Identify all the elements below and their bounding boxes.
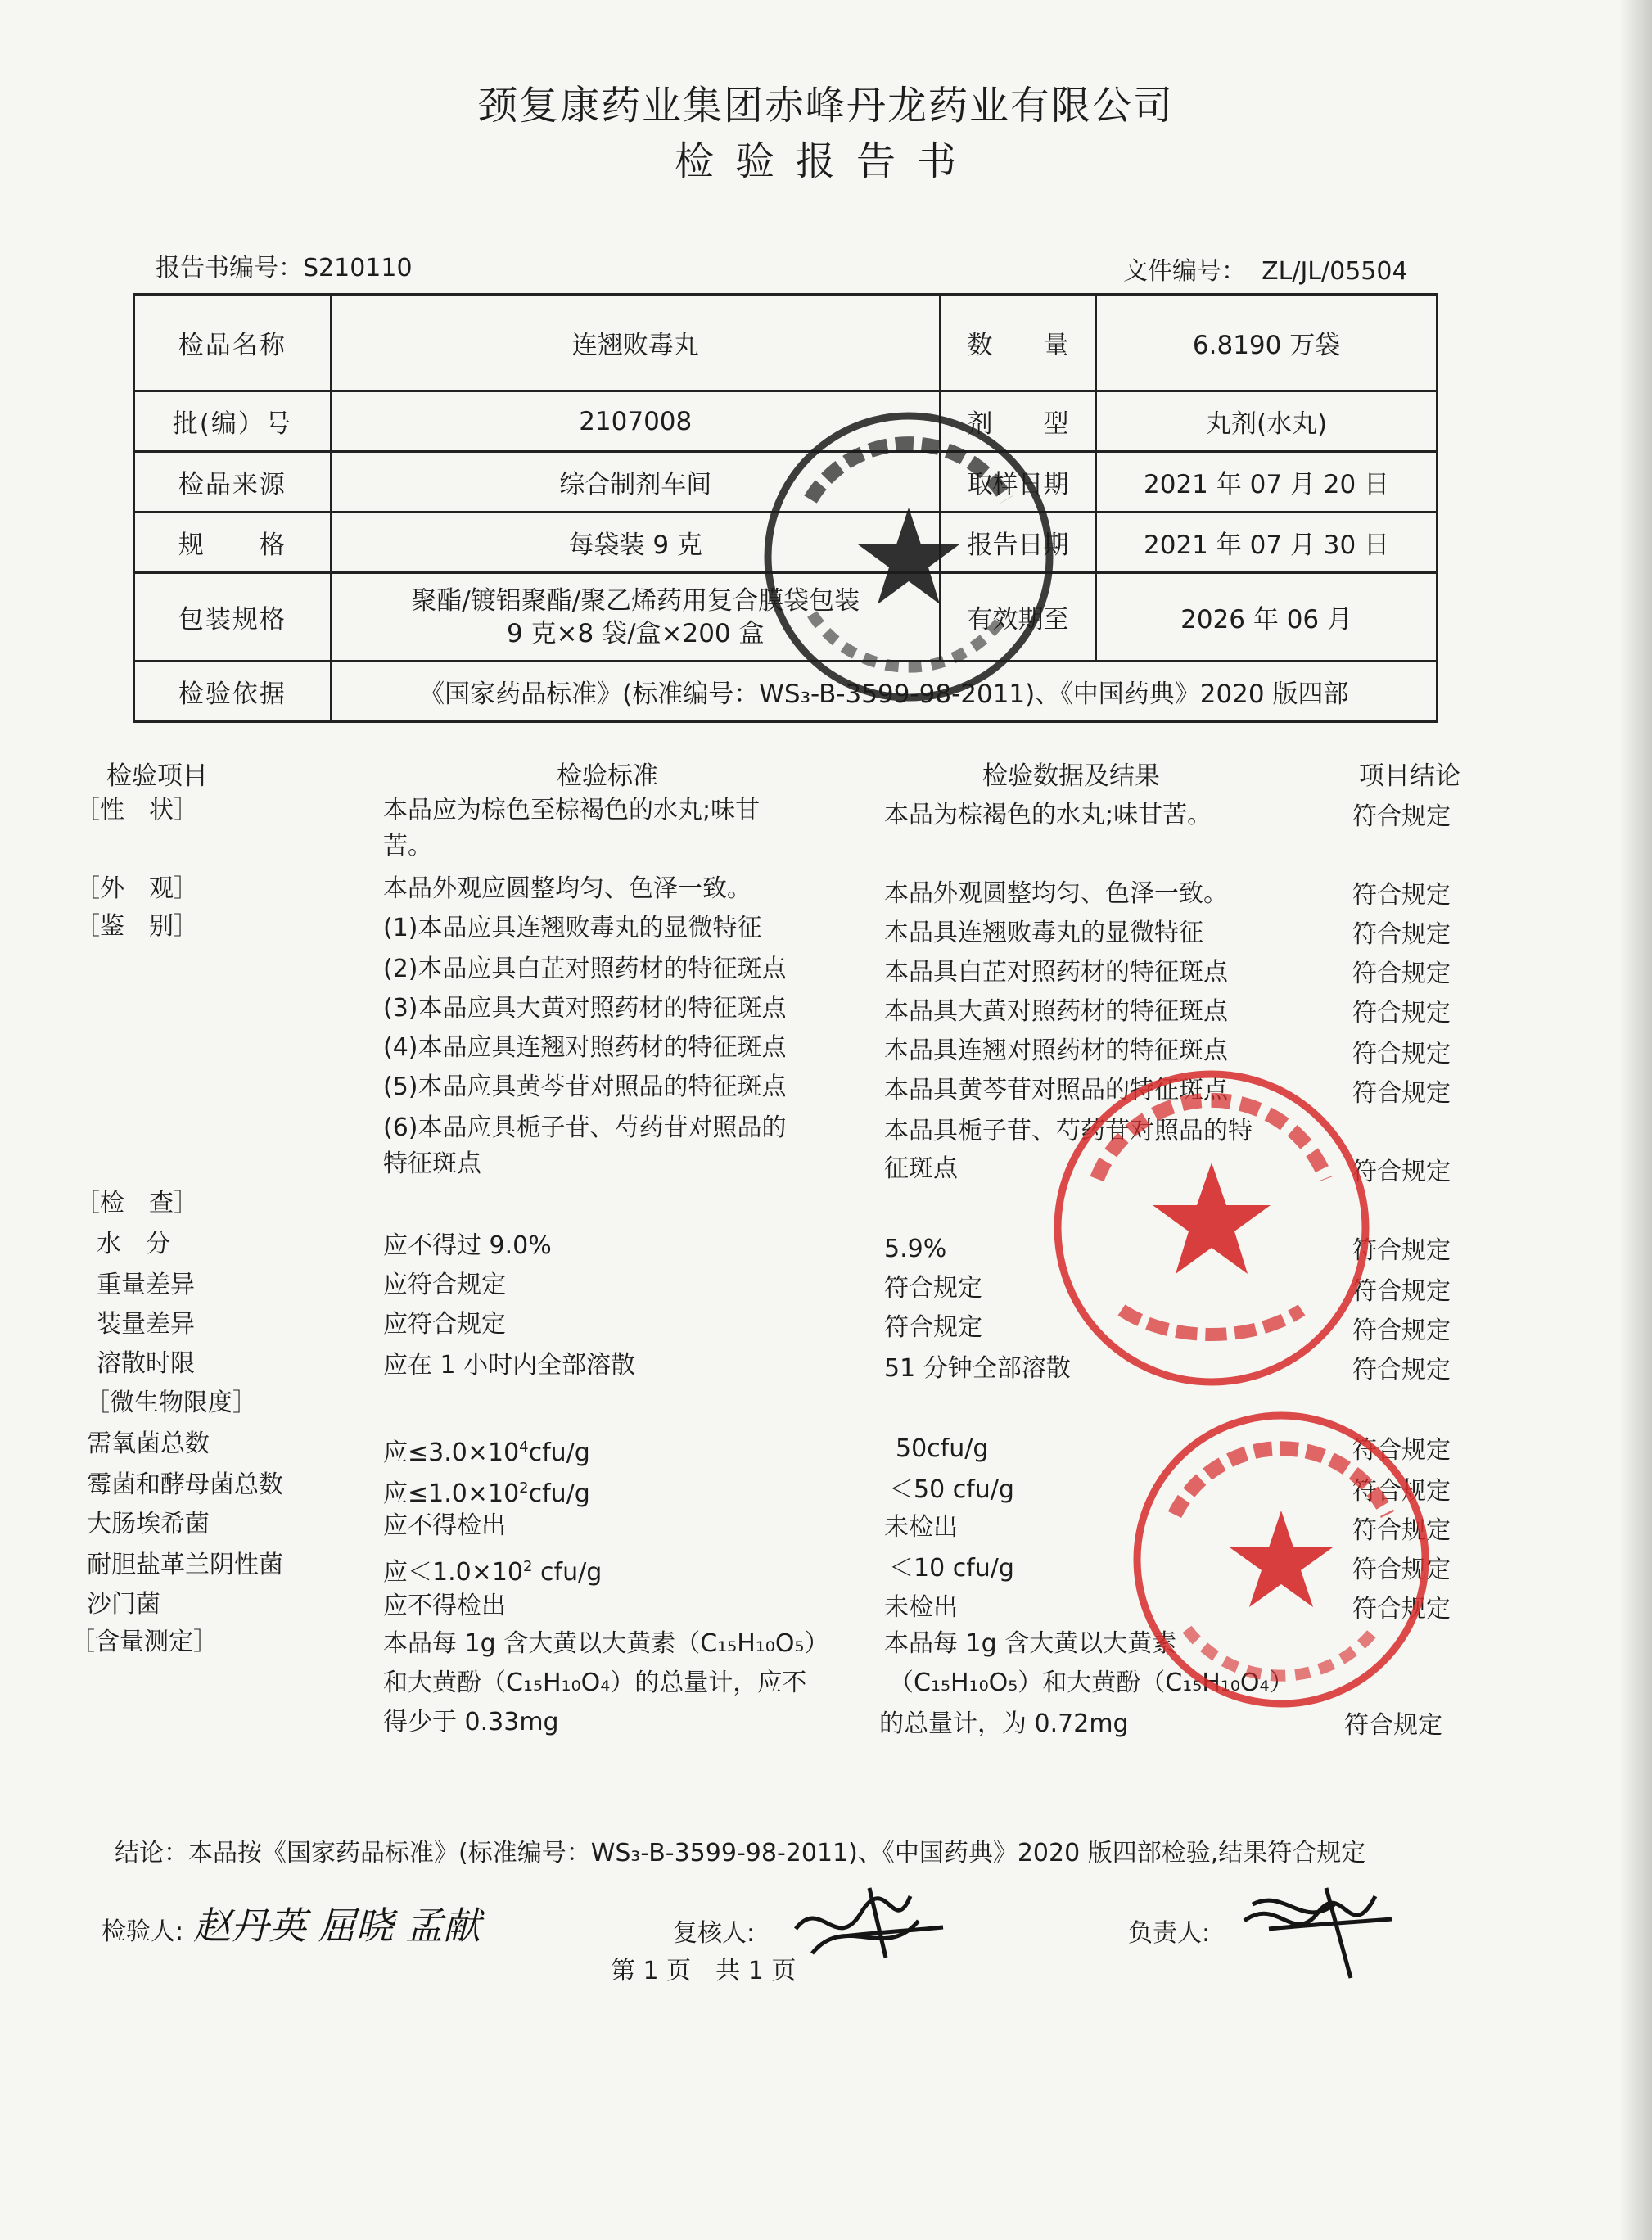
item-salmonella: 沙门菌	[87, 1590, 160, 1619]
con-visual: 符合规定	[1352, 881, 1451, 910]
quantity-label: 数 量	[940, 295, 1095, 391]
std-assay-1: 本品每 1g 含大黄以大黄素（C₁₅H₁₀O₅）	[383, 1629, 829, 1658]
std-aerobic-count-exp: 4	[519, 1438, 529, 1456]
std-assay-2: 和大黄酚（C₁₅H₁₀O₄）的总量计，应不	[383, 1669, 807, 1697]
responsible-signature	[1236, 1880, 1400, 1986]
res-identification-3: 本品具大黄对照药材的特征斑点	[884, 997, 1228, 1026]
item-identification: ［鉴 别］	[75, 912, 198, 941]
res-bile-tolerant: ＜10 cfu/g	[889, 1554, 1014, 1583]
res-assay-3: 的总量计，为 0.72mg	[879, 1709, 1129, 1738]
file-number	[1123, 251, 1408, 287]
item-aerobic-count: 需氧菌总数	[87, 1429, 210, 1458]
black-company-seal	[761, 409, 1056, 704]
res-fill-variation: 符合规定	[884, 1313, 982, 1342]
con-aerobic-count: 符合规定	[1352, 1436, 1451, 1465]
col-header-item: 检验项目	[106, 761, 208, 791]
std-bile-tolerant-exp: 2	[523, 1558, 533, 1575]
res-visual: 本品外观圆整均匀、色泽一致。	[884, 879, 1228, 908]
red-quality-dept-seal	[1048, 1064, 1375, 1392]
con-appearance-character: 符合规定	[1352, 802, 1451, 831]
company-name: 颈复康药业集团赤峰丹龙药业有限公司	[477, 83, 1174, 129]
package-line-2: 9 克×8 袋/盒×200 盒	[506, 618, 765, 648]
std-bile-tolerant-base: 应＜1.0×10	[383, 1558, 524, 1587]
item-visual: ［外 观］	[75, 874, 198, 903]
std-yeast-mold	[383, 1470, 590, 1512]
report-number-label: 报告书编号：	[156, 254, 303, 282]
con-fill-variation: 符合规定	[1352, 1316, 1451, 1345]
std-disintegration: 应在 1 小时内全部溶散	[383, 1351, 636, 1380]
con-yeast-mold: 符合规定	[1352, 1477, 1451, 1506]
std-identification-1: (1)本品应具连翘败毒丸的显微特征	[383, 914, 762, 942]
std-fill-variation: 应符合规定	[383, 1310, 506, 1339]
res-identification-6a: 本品具栀子苷、芍药苷对照品的特	[884, 1117, 1253, 1145]
item-assay: ［含量测定］	[70, 1628, 218, 1656]
item-disintegration: 溶散时限	[97, 1349, 195, 1378]
std-identification-2: (2)本品应具白芷对照药材的特征斑点	[383, 955, 787, 983]
res-identification-5: 本品具黄芩苷对照品的特征斑点	[884, 1076, 1228, 1104]
reviewer-label: 复核人:	[673, 1919, 756, 1948]
sampling-date-label: 取样日期	[940, 452, 1095, 513]
std-yeast-mold-base: 应≤1.0×10	[383, 1479, 520, 1508]
std-yeast-mold-unit: cfu/g	[528, 1479, 590, 1508]
res-disintegration: 51 分钟全部溶散	[884, 1354, 1071, 1383]
con-identification-1: 符合规定	[1352, 920, 1451, 949]
package-label: 包装规格	[134, 573, 332, 662]
con-identification-2: 符合规定	[1352, 960, 1451, 988]
std-yeast-mold-exp: 2	[519, 1479, 529, 1497]
con-identification-3: 符合规定	[1352, 999, 1451, 1027]
std-visual: 本品外观应圆整均匀、色泽一致。	[383, 874, 752, 903]
expiry-label: 有效期至	[940, 573, 1095, 662]
res-appearance-character: 本品为棕褐色的水丸;味甘苦。	[884, 801, 1212, 829]
item-bile-tolerant: 耐胆盐革兰阴性菌	[87, 1551, 283, 1579]
col-header-conclusion: 项目结论	[1359, 761, 1460, 791]
con-weight-variation: 符合规定	[1352, 1277, 1451, 1306]
package-line-1: 聚酯/镀铝聚酯/聚乙烯药用复合膜袋包装	[411, 585, 860, 616]
std-identification-4: (4)本品应具连翘对照药材的特征斑点	[383, 1033, 787, 1062]
std-bile-tolerant-unit: cfu/g	[532, 1558, 603, 1587]
col-header-result: 检验数据及结果	[982, 761, 1160, 791]
inspector-label: 检验人:	[102, 1917, 184, 1946]
report-number	[156, 247, 413, 283]
item-yeast-mold: 霉菌和酵母菌总数	[87, 1470, 283, 1499]
report-date: 2021 年 07 月 30 日	[1096, 513, 1438, 573]
report-title: 检验报告书	[674, 138, 977, 184]
item-microbial-limit: ［微生物限度］	[85, 1389, 257, 1417]
con-identification-5: 符合规定	[1352, 1079, 1451, 1108]
con-ecoli: 符合规定	[1352, 1516, 1451, 1545]
page-number: 第 1 页 共 1 页	[611, 1957, 797, 1985]
reviewer-signature	[788, 1880, 951, 1970]
res-assay-2: （C₁₅H₁₀O₅）和大黄酚（C₁₅H₁₀O₄）	[889, 1669, 1294, 1697]
quantity: 6.8190 万袋	[1096, 295, 1438, 391]
expiry-date: 2026 年 06 月	[1096, 573, 1438, 662]
col-header-standard: 检验标准	[557, 761, 658, 791]
item-weight-variation: 重量差异	[97, 1271, 195, 1299]
dosage-form: 丸剂(水丸)	[1096, 391, 1438, 452]
test-basis: 《国家药品标准》(标准编号：WS₃-B-3599-98-2011)、《中国药典》2020 版四部	[331, 662, 1437, 722]
report-date-label: 报告日期	[940, 513, 1095, 573]
basis-label: 检验依据	[134, 662, 332, 722]
res-identification-6b: 征斑点	[884, 1154, 958, 1183]
report-number-value: S210110	[303, 254, 413, 282]
batch-label: 批(编）号	[134, 391, 332, 452]
con-disintegration: 符合规定	[1352, 1356, 1451, 1384]
page-edge-shadow	[1619, 0, 1652, 2240]
std-salmonella: 应不得检出	[383, 1592, 506, 1620]
item-appearance-character: ［性 状］	[75, 796, 198, 824]
con-bile-tolerant: 符合规定	[1352, 1556, 1451, 1584]
dosage-form-label: 剂 型	[940, 391, 1095, 452]
spec-label: 规 格	[134, 513, 332, 573]
std-aerobic-count	[383, 1429, 590, 1471]
item-fill-variation: 装量差异	[97, 1310, 195, 1339]
res-salmonella: 未检出	[884, 1593, 958, 1622]
con-identification-4: 符合规定	[1352, 1040, 1451, 1068]
std-identification-3: (3)本品应具大黄对照药材的特征斑点	[383, 994, 787, 1023]
batch-number: 2107008	[331, 391, 940, 452]
con-salmonella: 符合规定	[1352, 1595, 1451, 1624]
std-ecoli: 应不得检出	[383, 1511, 506, 1540]
source: 综合制剂车间	[331, 452, 940, 513]
con-assay: 符合规定	[1344, 1711, 1442, 1740]
std-assay-3: 得少于 0.33mg	[383, 1708, 559, 1736]
res-weight-variation: 符合规定	[884, 1274, 982, 1303]
spec: 每袋装 9 克	[331, 513, 940, 573]
res-identification-1: 本品具连翘败毒丸的显微特征	[884, 919, 1203, 947]
res-identification-4: 本品具连翘对照药材的特征斑点	[884, 1036, 1228, 1065]
std-appearance-character-2: 苦。	[383, 832, 432, 860]
con-moisture: 符合规定	[1352, 1236, 1451, 1265]
std-aerobic-count-base: 应≤3.0×10	[383, 1438, 520, 1467]
sampling-date: 2021 年 07 月 20 日	[1096, 452, 1438, 513]
red-qc-center-seal	[1130, 1408, 1433, 1711]
file-number-value: ZL/JL/05504	[1262, 257, 1408, 286]
item-inspection: ［检 查］	[75, 1189, 198, 1217]
std-bile-tolerant	[383, 1549, 602, 1591]
std-identification-6b: 特征斑点	[383, 1149, 481, 1178]
product-name: 连翘败毒丸	[331, 295, 940, 391]
inspector-signatures: 赵丹英 屈晓 孟献	[193, 1904, 481, 1948]
responsible-label: 负责人:	[1128, 1919, 1211, 1948]
std-appearance-character-1: 本品应为棕色至棕褐色的水丸;味甘	[383, 796, 761, 824]
std-identification-5: (5)本品应具黄芩苷对照品的特征斑点	[383, 1073, 787, 1101]
final-conclusion: 结论：本品按《国家药品标准》(标准编号：WS₃-B-3599-98-2011)、《中国药典》2020 版四部检验,结果符合规定	[115, 1839, 1366, 1867]
source-label: 检品来源	[134, 452, 332, 513]
res-ecoli: 未检出	[884, 1513, 958, 1542]
res-moisture: 5.9%	[884, 1235, 947, 1263]
item-moisture: 水 分	[97, 1230, 170, 1258]
std-identification-6a: (6)本品应具栀子苷、芍药苷对照品的	[383, 1113, 787, 1142]
res-identification-2: 本品具白芷对照药材的特征斑点	[884, 958, 1228, 987]
res-assay-1: 本品每 1g 含大黄以大黄素	[884, 1629, 1177, 1658]
file-number-label: 文件编号：	[1123, 257, 1246, 286]
product-name-label: 检品名称	[134, 295, 332, 391]
res-yeast-mold: ＜50 cfu/g	[889, 1475, 1014, 1504]
std-aerobic-count-unit: cfu/g	[528, 1438, 590, 1467]
item-ecoli: 大肠埃希菌	[87, 1510, 210, 1538]
std-weight-variation: 应符合规定	[383, 1271, 506, 1299]
res-aerobic-count: 50cfu/g	[896, 1434, 989, 1463]
std-moisture: 应不得过 9.0%	[383, 1231, 552, 1260]
con-identification-6: 符合规定	[1352, 1158, 1451, 1186]
